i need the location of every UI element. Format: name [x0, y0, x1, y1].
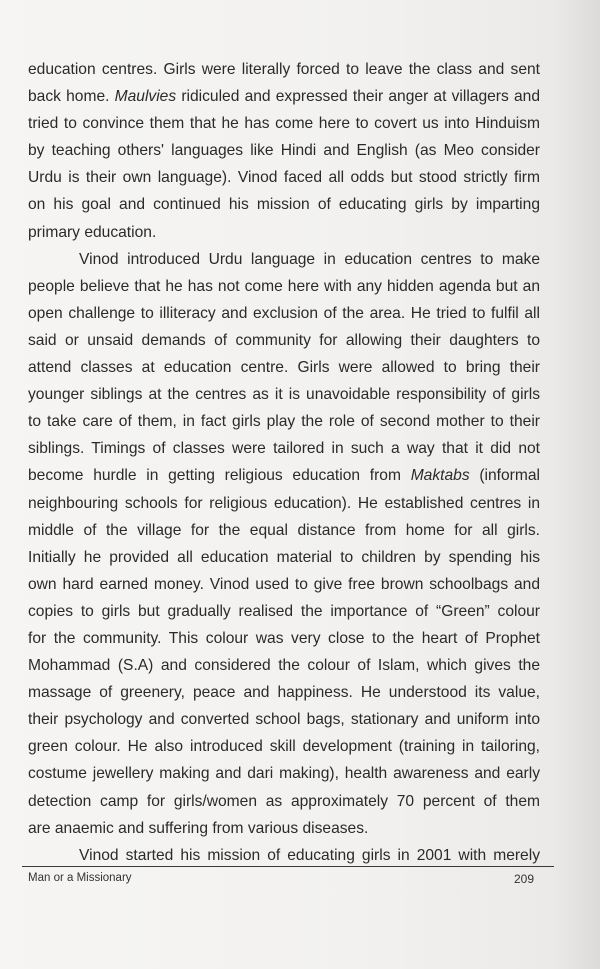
text-line — [28, 598, 540, 625]
text-line — [28, 381, 540, 408]
text-line — [28, 842, 540, 869]
text-run: their psychology and converted school bags, stationary and uniform into — [28, 711, 540, 729]
text-line — [28, 408, 540, 435]
text-run: said or unsaid demands of community for allowing their daughters to — [28, 331, 540, 349]
text-run: by teaching others' languages like Hindi and English (as Meo consider — [28, 142, 540, 160]
text-run: education centres. Girls were literally forced to leave the class and sent — [28, 61, 540, 78]
text-line — [28, 571, 540, 598]
text-line — [28, 110, 540, 137]
text-line — [28, 490, 540, 517]
text-line — [28, 219, 540, 246]
text-line — [28, 815, 540, 842]
footer-divider — [22, 866, 554, 867]
text-run: for the community. This colour was very close to the heart of Prophet — [28, 629, 540, 647]
italic-term: Maulvies — [114, 88, 177, 106]
text-line — [28, 760, 540, 787]
text-run: Vinod introduced Urdu language in education centres to make — [79, 250, 540, 268]
text-run: tried to convince them that he has come here to covert us into Hinduism — [28, 115, 540, 133]
text-run: costume jewellery making and dari making), health awareness and early — [28, 765, 540, 783]
text-run: Vinod started his mission of educating girls in 2001 with merely — [79, 846, 540, 864]
text-run: Initially he provided all education material to children by spending his — [28, 548, 540, 566]
page-number: 209 — [514, 872, 535, 886]
text-line — [28, 137, 540, 164]
text-run: (informal — [469, 467, 540, 485]
text-line — [28, 652, 540, 679]
text-run: on his goal and continued his mission of educating girls by imparting — [28, 196, 540, 214]
text-line — [28, 788, 540, 815]
text-run: siblings. Timings of classes were tailored in such a way that it did not — [28, 440, 540, 458]
text-run: primary education. — [28, 223, 157, 241]
text-run: detection camp for girls/women as approximately 70 percent of them — [28, 792, 540, 810]
text-run: copies to girls but gradually realised the importance of “Green” colour — [28, 602, 540, 620]
running-footer-title: Man or a Missionary — [28, 872, 132, 884]
text-line — [28, 164, 540, 191]
text-run: attend classes at education centre. Girls were allowed to bring their — [28, 359, 540, 377]
text-line — [28, 435, 540, 462]
body-text — [28, 56, 540, 869]
text-run: to take care of them, in fact girls play the role of second mother to their — [28, 413, 540, 431]
text-run: massage of greenery, peace and happiness. He understood its value, — [28, 684, 540, 702]
text-run: middle of the village for the equal distance from home for all girls. — [28, 521, 540, 539]
text-line — [28, 327, 540, 354]
text-line — [28, 733, 540, 760]
text-run: back home. — [28, 88, 115, 106]
text-line — [28, 191, 540, 218]
text-line — [28, 83, 540, 110]
text-line — [28, 544, 540, 571]
text-line — [28, 354, 540, 381]
text-run: neighbouring schools for religious education). He established centres in — [28, 494, 540, 512]
text-run: open challenge to illiteracy and exclusion of the area. He tried to fulfil all — [28, 304, 540, 322]
text-run: ridiculed and expressed their anger at villagers and — [176, 88, 540, 106]
text-line — [28, 625, 540, 652]
text-line — [28, 246, 540, 273]
text-run: green colour. He also introduced skill development (training in tailoring, — [28, 738, 540, 756]
text-line — [28, 706, 540, 733]
text-run: own hard earned money. Vinod used to give free brown schoolbags and — [28, 575, 540, 593]
text-line — [28, 300, 540, 327]
italic-term: Maktabs — [410, 467, 470, 485]
text-run: are anaemic and suffering from various diseases. — [28, 819, 369, 837]
text-run: Urdu is their own language). Vinod faced all odds but stood strictly firm — [28, 169, 540, 187]
text-line — [28, 56, 540, 83]
text-run: Mohammad (S.A) and considered the colour of Islam, which gives the — [28, 657, 540, 675]
text-line — [28, 517, 540, 544]
text-run: people believe that he has not come here with any hidden agenda but an — [28, 277, 540, 295]
text-line — [28, 462, 540, 489]
text-line — [28, 273, 540, 300]
text-run: younger siblings at the centres as it is unavoidable responsibility of girls — [28, 386, 540, 404]
text-line — [28, 679, 540, 706]
text-run: become hurdle in getting religious education from — [28, 467, 411, 485]
